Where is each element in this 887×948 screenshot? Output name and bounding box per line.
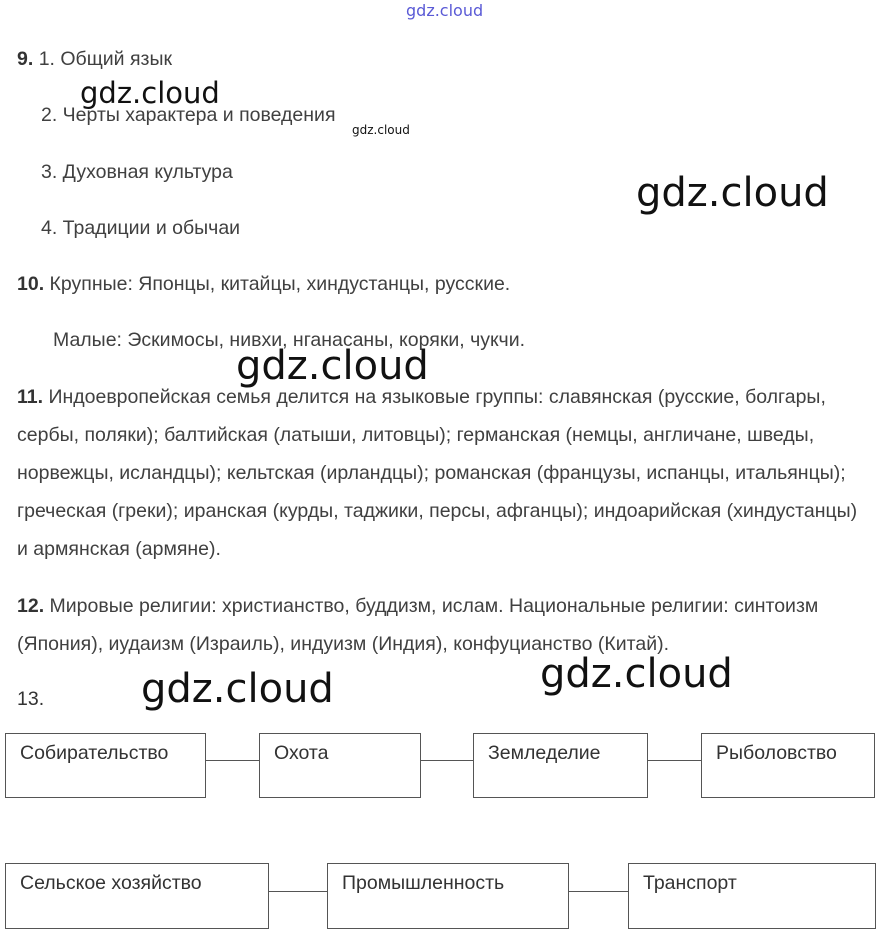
q10-large-peoples: Крупные: Японцы, китайцы, хиндустанцы, русские. (49, 273, 511, 295)
connector (205, 760, 260, 761)
q9-item-3: 3. Духовная культура (41, 161, 233, 183)
connector (647, 760, 701, 761)
diagram-box: Сельское хозяйство (5, 863, 269, 929)
diagram-box: Земледелие (473, 733, 648, 798)
q10-line-1 (17, 265, 510, 303)
connector (568, 891, 629, 892)
diagram-box: Собирательство (5, 733, 206, 798)
watermark-2: gdz.cloud (636, 170, 829, 216)
q11-text: Индоевропейская семья делится на языковые группы: славянская (русские, болгары, сербы, поляки); балтийская (латыши, литовцы); германская (немцы, англичане, шведы, норвежцы, исландцы); кельтская (ирландцы); романская (французы, испанцы, итальянцы); греческая (греки); иранская (курды, таджики, персы, афганцы); индоарийская (хиндустанцы) и армянская (армяне). (17, 386, 858, 560)
q9-item-4: 4. Традиции и обычаи (41, 217, 241, 239)
q9-number: 9. (17, 48, 34, 70)
watermark-1: gdz.cloud (80, 76, 220, 110)
diagram-box: Охота (259, 733, 421, 798)
watermark-4: gdz.cloud (540, 651, 733, 697)
q12-number: 12. (17, 595, 45, 617)
q10-number: 10. (17, 273, 45, 295)
q11-paragraph (17, 378, 867, 568)
diagram-box: Транспорт (628, 863, 876, 929)
q9-item-2: 2. Черты характера и поведения (41, 104, 336, 126)
q10-small-peoples: Малые: Эскимосы, нивхи, нганасаны, коряки, чукчи. (53, 329, 525, 351)
connector (420, 760, 473, 761)
diagram-box: Рыболовство (701, 733, 875, 798)
watermark-top: gdz.cloud (406, 1, 484, 20)
q9-line-1 (17, 40, 172, 78)
q13-number: 13. (17, 688, 45, 710)
q9-item-1: 1. Общий язык (38, 48, 172, 70)
q11-number: 11. (17, 386, 44, 408)
connector (268, 891, 328, 892)
diagram-box: Промышленность (327, 863, 569, 929)
q12-text: Мировые религии: христианство, буддизм, ислам. Национальные религии: синтоизм (Япония), иудаизм (Израиль), индуизм (Индия), конфуцианство (Китай). (17, 595, 819, 655)
watermark-3: gdz.cloud (236, 343, 429, 389)
watermark-small: gdz.cloud (352, 123, 410, 137)
q12-paragraph (17, 587, 867, 663)
watermark-5: gdz.cloud (141, 666, 334, 712)
